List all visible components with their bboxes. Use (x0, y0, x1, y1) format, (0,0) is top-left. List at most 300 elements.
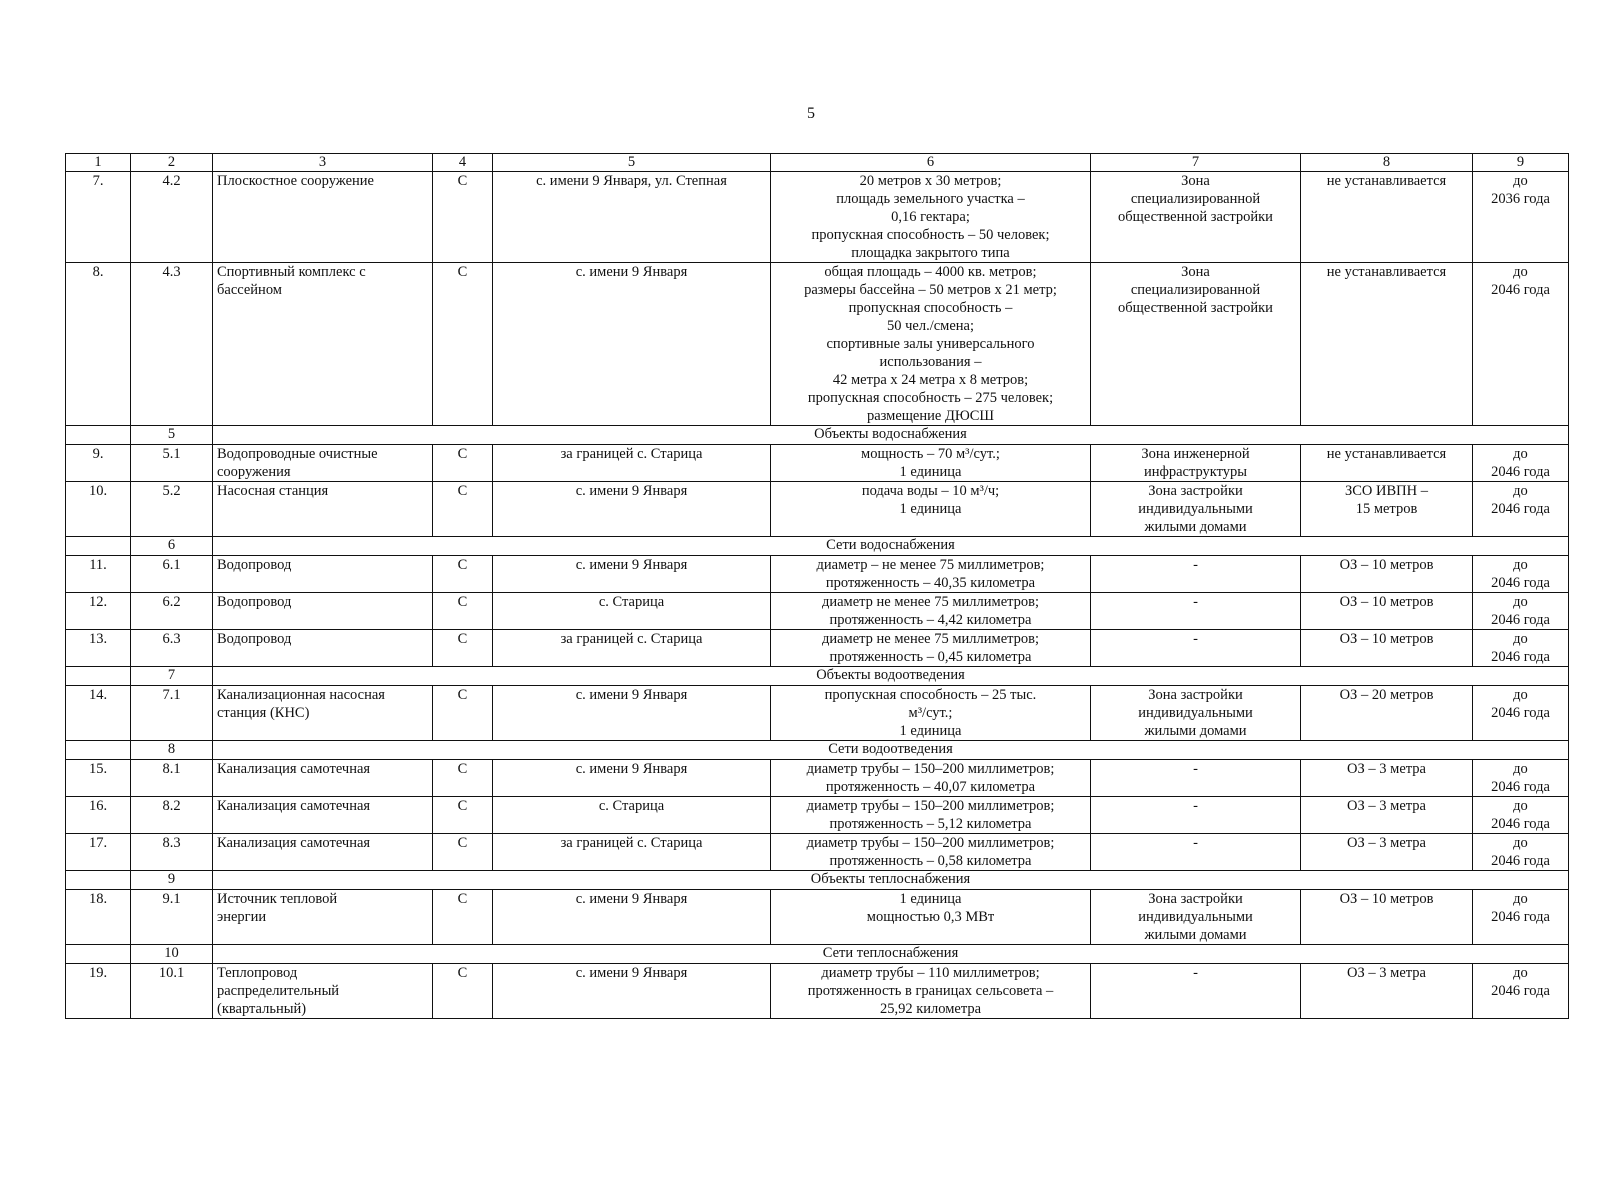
object-name-line: Канализация самотечная (217, 761, 371, 777)
zone-restriction (1301, 834, 1473, 871)
functional-zone-line: - (1193, 594, 1198, 610)
object-location (493, 556, 771, 593)
object-parameters-line: протяженность – 0,58 километра (829, 853, 1032, 869)
functional-zone (1091, 445, 1301, 482)
object-name (213, 593, 433, 630)
object-parameters-line: 42 метра х 24 метра х 8 метров; (832, 372, 1029, 388)
zone-restriction (1301, 760, 1473, 797)
implementation-term (1473, 263, 1569, 426)
zone-restriction (1301, 482, 1473, 537)
object-location-line: с. имени 9 Января (575, 264, 688, 280)
object-parameters-line: 1 единица (899, 891, 962, 907)
object-name (213, 630, 433, 667)
object-location-line: с. имени 9 Января (575, 483, 688, 499)
object-code: 6.3 (131, 630, 213, 667)
object-name (213, 890, 433, 945)
implementation-term-line: 2046 года (1491, 501, 1550, 517)
table-row (66, 482, 1569, 537)
object-parameters (771, 760, 1091, 797)
implementation-term-line: 2046 года (1491, 983, 1550, 999)
object-name-line: Плоскостное сооружение (217, 173, 374, 189)
objects-table (65, 153, 1569, 1019)
implementation-term-line: 2046 года (1491, 853, 1550, 869)
object-name-line: Канализация самотечная (217, 835, 371, 851)
object-code: 5.2 (131, 482, 213, 537)
implementation-term-line: 2046 года (1491, 705, 1550, 721)
zone-restriction-line: ОЗ – 10 метров (1339, 631, 1434, 647)
row-number: 14. (66, 686, 131, 741)
functional-zone-line: Зона застройки (1148, 483, 1243, 499)
object-name-line: Канализация самотечная (217, 798, 371, 814)
object-parameters-line: 25,92 километра (879, 1001, 982, 1017)
implementation-term-line: до (1513, 835, 1528, 851)
functional-zone-line: индивидуальными (1138, 909, 1253, 925)
object-name-line: распределительный (217, 983, 340, 999)
object-location-line: с. имени 9 Января (575, 965, 688, 981)
functional-zone-line: жилыми домами (1144, 927, 1247, 943)
object-status: С (433, 172, 493, 263)
object-parameters (771, 686, 1091, 741)
functional-zone (1091, 593, 1301, 630)
object-parameters-line: размеры бассейна – 50 метров х 21 метр; (804, 282, 1057, 298)
section-empty-cell (66, 945, 131, 964)
object-parameters-line: протяженность – 4,42 километра (829, 612, 1032, 628)
section-empty-cell (66, 741, 131, 760)
functional-zone (1091, 964, 1301, 1019)
section-code: 9 (131, 871, 213, 890)
implementation-term-line: до (1513, 264, 1528, 280)
object-location (493, 797, 771, 834)
functional-zone-line: Зона застройки (1148, 891, 1243, 907)
functional-zone-line: - (1193, 557, 1198, 573)
table-row (66, 630, 1569, 667)
object-name-line: бассейном (217, 282, 282, 298)
functional-zone-line: - (1193, 761, 1198, 777)
object-status: С (433, 797, 493, 834)
column-header: 8 (1301, 154, 1473, 172)
section-empty-cell (66, 871, 131, 890)
implementation-term (1473, 593, 1569, 630)
object-parameters-line: мощность – 70 м³/сут.; (861, 446, 1000, 462)
object-parameters-line: площадь земельного участка – (836, 191, 1025, 207)
object-code: 10.1 (131, 964, 213, 1019)
object-parameters (771, 834, 1091, 871)
object-name (213, 686, 433, 741)
implementation-term-line: до (1513, 173, 1528, 189)
table-body (66, 154, 1569, 1019)
section-code: 10 (131, 945, 213, 964)
functional-zone-line: специализированной (1130, 191, 1261, 207)
object-parameters-line: диаметр трубы – 110 миллиметров; (821, 965, 1040, 981)
functional-zone (1091, 760, 1301, 797)
object-name-line: Водопровод (217, 557, 292, 573)
zone-restriction (1301, 890, 1473, 945)
object-location (493, 890, 771, 945)
object-name-line: Водопроводные очистные (217, 446, 378, 462)
object-parameters-line: протяженность – 0,45 километра (829, 649, 1032, 665)
implementation-term (1473, 630, 1569, 667)
object-parameters-line: диаметр трубы – 150–200 миллиметров; (806, 798, 1055, 814)
column-header: 5 (493, 154, 771, 172)
object-code: 7.1 (131, 686, 213, 741)
functional-zone-line: - (1193, 965, 1198, 981)
functional-zone-line: жилыми домами (1144, 519, 1247, 535)
object-name-line: Канализационная насосная (217, 687, 385, 703)
section-empty-cell (66, 667, 131, 686)
row-number: 9. (66, 445, 131, 482)
object-parameters-line: 0,16 гектара; (891, 209, 970, 225)
implementation-term-line: 2046 года (1491, 464, 1550, 480)
functional-zone-line: Зона застройки (1148, 687, 1243, 703)
object-parameters-line: пропускная способность – (848, 300, 1013, 316)
object-parameters-line: мощностью 0,3 МВт (866, 909, 995, 925)
implementation-term-line: до (1513, 965, 1528, 981)
implementation-term-line: 2046 года (1491, 649, 1550, 665)
object-status: С (433, 630, 493, 667)
zone-restriction-line: ОЗ – 3 метра (1347, 835, 1426, 851)
implementation-term-line: до (1513, 687, 1528, 703)
object-location-line: с. имени 9 Января (575, 761, 688, 777)
object-parameters-line: протяженность – 5,12 километра (829, 816, 1032, 832)
object-status: С (433, 834, 493, 871)
functional-zone (1091, 686, 1301, 741)
functional-zone (1091, 482, 1301, 537)
object-parameters-line: подача воды – 10 м³/ч; (861, 483, 1000, 499)
zone-restriction-line: ОЗ – 10 метров (1339, 891, 1434, 907)
section-title: Сети теплоснабжения (213, 945, 1569, 964)
implementation-term (1473, 760, 1569, 797)
object-status: С (433, 686, 493, 741)
object-parameters-line: диаметр трубы – 150–200 миллиметров; (806, 761, 1055, 777)
object-parameters-line: пропускная способность – 25 тыс. (824, 687, 1037, 703)
implementation-term-line: до (1513, 798, 1528, 814)
object-location (493, 686, 771, 741)
object-location (493, 834, 771, 871)
table-row (66, 556, 1569, 593)
object-code: 4.3 (131, 263, 213, 426)
object-name-line: Насосная станция (217, 483, 329, 499)
implementation-term-line: 2046 года (1491, 779, 1550, 795)
implementation-term (1473, 686, 1569, 741)
functional-zone (1091, 797, 1301, 834)
table-row (66, 797, 1569, 834)
column-header: 2 (131, 154, 213, 172)
object-name (213, 263, 433, 426)
functional-zone-line: общественной застройки (1118, 300, 1273, 316)
implementation-term-line: 2046 года (1491, 612, 1550, 628)
object-code: 8.2 (131, 797, 213, 834)
object-code: 9.1 (131, 890, 213, 945)
object-location-line: с. имени 9 Января, ул. Степная (536, 173, 727, 189)
object-name-line: Теплопровод (217, 965, 298, 981)
implementation-term (1473, 797, 1569, 834)
object-status: С (433, 964, 493, 1019)
functional-zone-line: жилыми домами (1144, 723, 1247, 739)
functional-zone (1091, 263, 1301, 426)
object-code: 8.3 (131, 834, 213, 871)
table-row (66, 172, 1569, 263)
object-name (213, 172, 433, 263)
functional-zone-line: Зона (1181, 264, 1210, 280)
object-name (213, 834, 433, 871)
functional-zone (1091, 890, 1301, 945)
object-parameters-line: диаметр – не менее 75 миллиметров; (816, 557, 1045, 573)
implementation-term (1473, 556, 1569, 593)
object-parameters-line: диаметр не менее 75 миллиметров; (821, 631, 1040, 647)
section-row (66, 667, 1569, 686)
object-status: С (433, 482, 493, 537)
object-parameters (771, 593, 1091, 630)
table-row (66, 964, 1569, 1019)
object-name (213, 797, 433, 834)
row-number: 7. (66, 172, 131, 263)
object-parameters-line: пропускная способность – 275 человек; (807, 390, 1054, 406)
zone-restriction (1301, 686, 1473, 741)
object-location (493, 482, 771, 537)
table-row (66, 834, 1569, 871)
section-title: Объекты теплоснабжения (213, 871, 1569, 890)
object-parameters-line: площадка закрытого типа (851, 245, 1010, 261)
section-title: Объекты водоотведения (213, 667, 1569, 686)
section-title: Объекты водоснабжения (213, 426, 1569, 445)
zone-restriction-line: не устанавливается (1326, 173, 1447, 189)
section-empty-cell (66, 426, 131, 445)
object-location-line: за границей с. Старица (560, 446, 703, 462)
zone-restriction-line: ОЗ – 3 метра (1347, 798, 1426, 814)
object-parameters (771, 482, 1091, 537)
object-parameters-line: м³/сут.; (908, 705, 953, 721)
table-row (66, 686, 1569, 741)
table-row (66, 445, 1569, 482)
zone-restriction-line: ОЗ – 10 метров (1339, 557, 1434, 573)
row-number: 11. (66, 556, 131, 593)
table-row (66, 263, 1569, 426)
object-name (213, 556, 433, 593)
object-location (493, 172, 771, 263)
column-header: 1 (66, 154, 131, 172)
object-parameters (771, 890, 1091, 945)
zone-restriction (1301, 263, 1473, 426)
object-code: 6.2 (131, 593, 213, 630)
implementation-term (1473, 445, 1569, 482)
object-status: С (433, 890, 493, 945)
object-parameters-line: протяженность – 40,35 километра (825, 575, 1036, 591)
object-code: 5.1 (131, 445, 213, 482)
zone-restriction (1301, 445, 1473, 482)
object-location-line: за границей с. Старица (560, 631, 703, 647)
row-number: 12. (66, 593, 131, 630)
object-parameters-line: 20 метров х 30 метров; (859, 173, 1002, 189)
implementation-term (1473, 890, 1569, 945)
object-name-line: (квартальный) (217, 1001, 307, 1017)
object-name (213, 760, 433, 797)
section-row (66, 871, 1569, 890)
row-number: 17. (66, 834, 131, 871)
object-code: 8.1 (131, 760, 213, 797)
object-status: С (433, 556, 493, 593)
row-number: 16. (66, 797, 131, 834)
object-location-line: с. имени 9 Января (575, 687, 688, 703)
page-number: 5 (807, 105, 815, 122)
object-location (493, 445, 771, 482)
object-name-line: Спортивный комплекс с (217, 264, 366, 280)
functional-zone (1091, 630, 1301, 667)
zone-restriction-line: 15 метров (1355, 501, 1418, 517)
implementation-term-line: 2046 года (1491, 575, 1550, 591)
section-empty-cell (66, 537, 131, 556)
implementation-term-line: до (1513, 891, 1528, 907)
functional-zone-line: индивидуальными (1138, 705, 1253, 721)
object-name (213, 445, 433, 482)
object-parameters-line: 1 единица (899, 464, 962, 480)
object-parameters-line: спортивные залы универсального (826, 336, 1035, 352)
table-row (66, 760, 1569, 797)
column-header: 6 (771, 154, 1091, 172)
functional-zone-line: общественной застройки (1118, 209, 1273, 225)
column-number-row (66, 154, 1569, 172)
zone-restriction-line: ОЗ – 10 метров (1339, 594, 1434, 610)
object-location-line: за границей с. Старица (560, 835, 703, 851)
zone-restriction (1301, 593, 1473, 630)
column-header: 3 (213, 154, 433, 172)
section-row (66, 537, 1569, 556)
object-parameters-line: пропускная способность – 50 человек; (811, 227, 1050, 243)
object-name-line: сооружения (217, 464, 291, 480)
zone-restriction (1301, 172, 1473, 263)
object-parameters-line: протяженность – 40,07 километра (825, 779, 1036, 795)
zone-restriction (1301, 556, 1473, 593)
zone-restriction (1301, 964, 1473, 1019)
table-row (66, 890, 1569, 945)
object-location-line: с. имени 9 Января (575, 891, 688, 907)
implementation-term (1473, 964, 1569, 1019)
object-location-line: с. имени 9 Января (575, 557, 688, 573)
object-parameters (771, 445, 1091, 482)
object-parameters-line: 50 чел./смена; (886, 318, 974, 334)
object-name (213, 482, 433, 537)
column-header: 9 (1473, 154, 1569, 172)
zone-restriction (1301, 797, 1473, 834)
zone-restriction-line: ОЗ – 3 метра (1347, 761, 1426, 777)
object-name-line: станция (КНС) (217, 705, 310, 721)
section-code: 6 (131, 537, 213, 556)
implementation-term-line: 2036 года (1491, 191, 1550, 207)
row-number: 8. (66, 263, 131, 426)
object-location (493, 630, 771, 667)
section-code: 8 (131, 741, 213, 760)
functional-zone-line: - (1193, 835, 1198, 851)
object-parameters (771, 263, 1091, 426)
object-parameters (771, 797, 1091, 834)
object-code: 6.1 (131, 556, 213, 593)
object-location-line: с. Старица (598, 594, 665, 610)
zone-restriction (1301, 630, 1473, 667)
implementation-term-line: 2046 года (1491, 282, 1550, 298)
object-parameters-line: 1 единица (899, 723, 962, 739)
object-code: 4.2 (131, 172, 213, 263)
object-name-line: Источник тепловой (217, 891, 338, 907)
section-title: Сети водоснабжения (213, 537, 1569, 556)
object-location (493, 593, 771, 630)
object-location (493, 964, 771, 1019)
section-code: 5 (131, 426, 213, 445)
section-row (66, 741, 1569, 760)
object-status: С (433, 445, 493, 482)
functional-zone (1091, 556, 1301, 593)
functional-zone-line: - (1193, 798, 1198, 814)
row-number: 15. (66, 760, 131, 797)
implementation-term-line: до (1513, 594, 1528, 610)
implementation-term (1473, 834, 1569, 871)
object-parameters-line: общая площадь – 4000 кв. метров; (824, 264, 1037, 280)
object-name-line: Водопровод (217, 594, 292, 610)
functional-zone-line: инфраструктуры (1143, 464, 1248, 480)
object-status: С (433, 593, 493, 630)
object-parameters-line: протяженность в границах сельсовета – (807, 983, 1054, 999)
object-parameters (771, 172, 1091, 263)
object-parameters (771, 964, 1091, 1019)
object-location-line: с. Старица (598, 798, 665, 814)
object-parameters (771, 630, 1091, 667)
implementation-term-line: до (1513, 557, 1528, 573)
section-row (66, 426, 1569, 445)
row-number: 18. (66, 890, 131, 945)
zone-restriction-line: не устанавливается (1326, 264, 1447, 280)
implementation-term (1473, 482, 1569, 537)
column-header: 4 (433, 154, 493, 172)
functional-zone (1091, 172, 1301, 263)
implementation-term-line: до (1513, 761, 1528, 777)
zone-restriction-line: ЗСО ИВПН – (1345, 483, 1428, 499)
object-status: С (433, 263, 493, 426)
object-parameters (771, 556, 1091, 593)
object-status: С (433, 760, 493, 797)
functional-zone (1091, 834, 1301, 871)
object-location (493, 263, 771, 426)
object-parameters-line: 1 единица (899, 501, 962, 517)
implementation-term-line: до (1513, 446, 1528, 462)
row-number: 19. (66, 964, 131, 1019)
row-number: 13. (66, 630, 131, 667)
functional-zone-line: - (1193, 631, 1198, 647)
section-code: 7 (131, 667, 213, 686)
object-name (213, 964, 433, 1019)
object-parameters-line: диаметр не менее 75 миллиметров; (821, 594, 1040, 610)
row-number: 10. (66, 482, 131, 537)
object-parameters-line: размещение ДЮСШ (866, 408, 995, 424)
zone-restriction-line: ОЗ – 20 метров (1339, 687, 1434, 703)
implementation-term-line: 2046 года (1491, 816, 1550, 832)
functional-zone-line: Зона (1181, 173, 1210, 189)
section-row (66, 945, 1569, 964)
zone-restriction-line: не устанавливается (1326, 446, 1447, 462)
functional-zone-line: специализированной (1130, 282, 1261, 298)
implementation-term (1473, 172, 1569, 263)
object-location (493, 760, 771, 797)
object-parameters-line: диаметр трубы – 150–200 миллиметров; (806, 835, 1055, 851)
object-name-line: энергии (217, 909, 267, 925)
table-row (66, 593, 1569, 630)
object-parameters-line: использования – (879, 354, 982, 370)
object-name-line: Водопровод (217, 631, 292, 647)
implementation-term-line: до (1513, 631, 1528, 647)
functional-zone-line: Зона инженерной (1141, 446, 1250, 462)
implementation-term-line: до (1513, 483, 1528, 499)
column-header: 7 (1091, 154, 1301, 172)
zone-restriction-line: ОЗ – 3 метра (1347, 965, 1426, 981)
functional-zone-line: индивидуальными (1138, 501, 1253, 517)
implementation-term-line: 2046 года (1491, 909, 1550, 925)
